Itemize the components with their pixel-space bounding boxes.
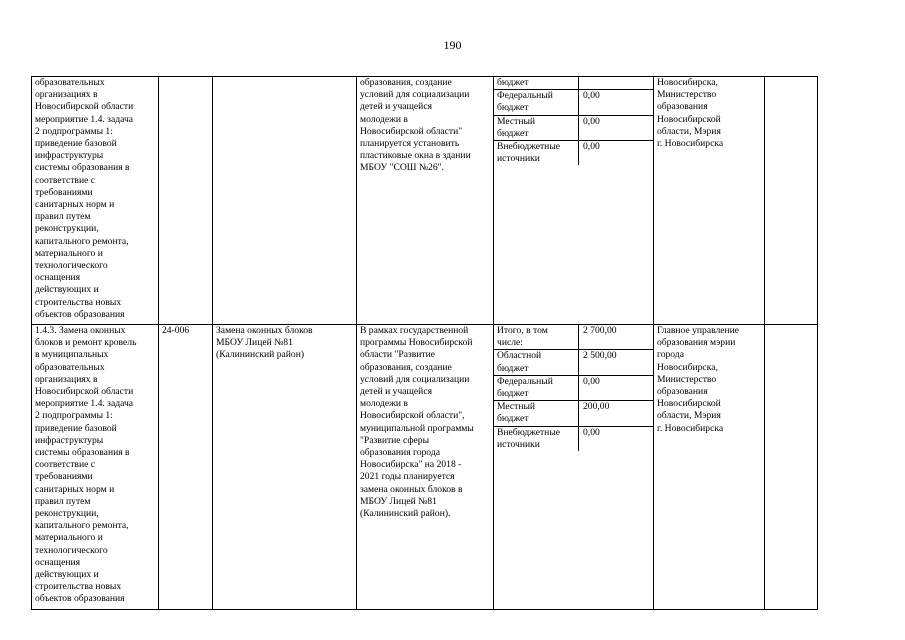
- finance-amount: 2 700,00: [583, 325, 617, 336]
- measure-cell-text: 1.4.3. Замена оконных блоков и ремонт кровель в муниципальных образовательных организациях в Новосибирской области мероприятие 1.4. задача 2 подпрограммы 1: приведение базовой инфраструктуры системы образования в соответствие с требованиями санитарных норм и правил путем реконструкции, капитального ремонта, материального и технологического оснащения действующих и строительства новых объектов образования: [35, 325, 137, 605]
- finance-row: [494, 350, 653, 375]
- finance-amount: 2 500,00: [583, 350, 617, 362]
- measure-cell-text: образовательных организациях в Новосибирской области мероприятие 1.4. задача 2 подпрограммы 1: приведение базовой инфраструктуры системы образования в соответствие с требованиями санитарных норм и правил путем реконструкции, капитального ремонта, материального и технологического оснащения действующих и строительства новых объектов образования: [35, 77, 134, 320]
- table-body: [32, 77, 818, 610]
- finance-source-label: Местный бюджет: [494, 401, 579, 425]
- finance-list: [494, 325, 653, 451]
- finance-row: [494, 325, 653, 350]
- note-cell: [765, 77, 818, 325]
- code-cell: [159, 325, 213, 610]
- finance-source-label: Федеральный бюджет: [494, 376, 579, 400]
- measure-cell: [32, 325, 159, 610]
- finance-amount: 200,00: [583, 401, 610, 413]
- finance-row: [494, 90, 653, 115]
- description-cell: [357, 325, 494, 610]
- object-cell: [213, 77, 357, 325]
- finance-source-label: Федеральный бюджет: [494, 90, 579, 114]
- object-cell-text: Замена оконных блоков МБОУ Лицей №81 (Калининский район): [216, 325, 313, 361]
- finance-amount: [579, 77, 653, 89]
- description-cell: [357, 77, 494, 325]
- finance-list: [494, 77, 653, 165]
- executor-cell: [654, 77, 765, 325]
- executor-cell: [654, 325, 765, 610]
- finance-source-label: Итого, в том числе:: [494, 325, 579, 349]
- table-row: [32, 77, 818, 325]
- finance-row: [494, 401, 653, 426]
- finance-row: [494, 141, 653, 165]
- description-cell-text: образования, создание условий для социализации детей и учащейся молодежи в Новосибирской области" планируется установить пластиковые окна в здании МБОУ "СОШ №26".: [360, 77, 471, 174]
- finance-amount: 0,00: [583, 375, 600, 387]
- program-table: [31, 76, 818, 610]
- finance-amount: 0,00: [583, 90, 600, 102]
- finance-source-label: бюджет: [494, 77, 579, 89]
- finance-amount: 0,00: [583, 115, 600, 127]
- finance-row: [494, 427, 653, 451]
- description-cell-text: В рамках государственной программы Новосибирской области "Развитие образования, создание условий для социализации детей и учащейся молодежи в Новосибирской области", муниципальной программы "Развитие сферы образования города Новосибирска" на 2018 - 2021 годы планируется замена оконных блоков в МБОУ Лицей №81 (Калининский район).: [360, 325, 474, 520]
- executor-cell-text: Новосибирска, Министерство образования Новосибирской области, Мэрия г. Новосибирска: [657, 77, 724, 150]
- finance-source-label: Областной бюджет: [494, 350, 579, 374]
- executor-cell-text: Главное управление образования мэрии города Новосибирска, Министерство образования Новосибирской области, Мэрия г. Новосибирска: [657, 325, 740, 434]
- note-cell: [765, 325, 818, 610]
- finance-source-label: Внебюджетные источники: [494, 427, 579, 451]
- object-cell: [213, 325, 357, 610]
- finance-cell: [494, 77, 654, 325]
- finance-row: [494, 376, 653, 401]
- finance-row: [494, 116, 653, 141]
- table-row: [32, 325, 818, 610]
- finance-cell: [494, 325, 654, 610]
- measure-cell: [32, 77, 159, 325]
- finance-source-label: Внебюджетные источники: [494, 141, 579, 165]
- finance-row: [494, 77, 653, 90]
- finance-amount: 0,00: [583, 141, 600, 153]
- finance-source-label: Местный бюджет: [494, 116, 579, 140]
- code-cell-text: 24-006: [162, 325, 190, 336]
- code-cell: [159, 77, 213, 325]
- finance-amount: 0,00: [583, 426, 600, 438]
- page-number: 190: [443, 38, 462, 52]
